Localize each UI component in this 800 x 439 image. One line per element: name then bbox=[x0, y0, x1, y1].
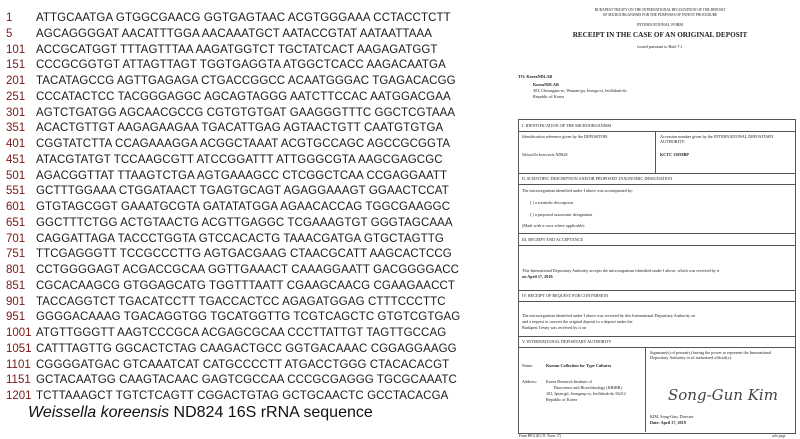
authority-address-1: Korea Research Institute of bbox=[546, 379, 592, 384]
sequence-bases: GCTTTGGAAA CTGGATAACT TGAGTGCAGT AGAGGAAAGT GGAACTCCAT bbox=[36, 185, 449, 198]
sequence-position: 1 bbox=[6, 12, 13, 24]
sequence-bases: TACATAGCCG AGTTGAGAGA CTGACCGGCC ACAATGGGAC TGAGACACGG bbox=[36, 75, 456, 87]
section-4-text-a: The microorganism identified under I above was received by this International Depositary Authority on bbox=[522, 313, 696, 318]
sequence-bases: CGGTATCTTA CCAGAAAGGA ACGGCTAAAT ACGTGCCAGC AGCCGCGGTA bbox=[36, 138, 451, 150]
document-title: RECEIPT IN THE CASE OF AN ORIGINAL DEPOSIT bbox=[572, 31, 748, 39]
sequence-position: 1151 bbox=[6, 374, 31, 387]
sequence-bases: ATACGTATGT TCCAAGCGTT ATCCGGATTT ATTGGGCGTA AAGCGAGCGC bbox=[36, 153, 443, 166]
section-4-text-c: Budapest Treaty was received by it on bbox=[522, 325, 586, 330]
sequence-bases: ACACTGTTGT AAGAGAAGAA TGACATTGAG AGTAACTGTT CAATGTGTGA bbox=[36, 122, 444, 135]
authority-name: Korean Collection for Type Cultures bbox=[546, 363, 612, 368]
sequence-bases: CCTGGGGAGT ACGACCGCAA GGTTGAAACT CAAAGGAATT GACGGGGACC bbox=[36, 264, 460, 276]
sequence-position: 201 bbox=[6, 75, 26, 87]
sequence-bases: CCCATACTCC TACGGGAGGC AGCAGTAGGG AATCTTCCAC AATGGACGAA bbox=[36, 90, 451, 103]
sequence-bases: GCTACAATGG CAAGTACAAC GAGTCGCCAA CCCGCGAGGG TGCGCAAATC bbox=[36, 374, 457, 387]
accession-number: KCTC 13838BP bbox=[660, 152, 689, 157]
section-3-text-a: This International Depositary Authority accepts the microorganism identified under I above, which was received by it bbox=[522, 268, 720, 273]
sequence-position: 801 bbox=[6, 264, 26, 276]
caption-species: Weissella koreensis bbox=[28, 404, 170, 421]
deposit-receipt-document bbox=[510, 2, 800, 439]
sequence-position: 551 bbox=[6, 185, 26, 198]
sequence-bases: TTCGAGGGTT TCCGCCCTTG AGTGACGAAG CTAACGCATT AAGCACTCCG bbox=[36, 248, 452, 261]
treaty-line-2: OF MICROORGANISMS FOR THE PURPOSES OF PATENT PROCEDURE bbox=[602, 13, 718, 17]
authority-address-3: 181, Ipsin-gil, Jeongeup-si, Jeollabuk-do 56212 bbox=[546, 391, 626, 396]
sequence-position: 251 bbox=[6, 90, 26, 103]
sequence-bases: GTGTAGCGGT GAAATGCGTA GATATATGGA AGAACACCAG TGGCGAAGGC bbox=[36, 201, 451, 213]
signer-name: KIM, Song-Gun, Director bbox=[650, 414, 694, 419]
section-2-intro: The microorganism identified under I above was accompanied by: bbox=[522, 188, 634, 193]
sequence-position: 301 bbox=[6, 106, 26, 119]
sequence-bases: GGGGACAAAG TGACAGGTGG TGCATGGTTG TCGTCAGCTC GTGTCGTGAG bbox=[36, 311, 461, 324]
signature-date: Date: April 17, 2019 bbox=[650, 420, 686, 425]
sequence-position: 901 bbox=[6, 295, 26, 308]
depositor-ref-value: Weissella koreensis ND824 bbox=[522, 152, 568, 157]
authority-address-2: Bioscience and Biotechnology (KRIBB) bbox=[554, 385, 622, 390]
sequence-position: 151 bbox=[6, 59, 26, 72]
sequence-bases: GGCTTTCTGG ACTGTAACTG ACGTTGAGGC TCGAAAGTGT GGGTAGCAAA bbox=[36, 216, 453, 229]
sequence-position: 651 bbox=[6, 216, 26, 229]
sequence-bases: CCCGCGGTGT ATTAGTTAGT TGGTGAGGTA ATGGCTCACC AAGACAATGA bbox=[36, 59, 446, 72]
section-3-title: III. RECEIPT AND ACCEPTANCE bbox=[522, 237, 584, 242]
sequence-position: 1051 bbox=[6, 342, 32, 355]
sequence-position: 5 bbox=[6, 27, 13, 40]
sequence-position: 451 bbox=[6, 153, 26, 166]
signature-label: Signature(s) of person(s) having the power to represent the International Depositary Authority or of authorized official(s): bbox=[650, 350, 772, 361]
sequence-bases: AGACGGTTAT TTAAGTCTGA AGTGAAAGCC CTCGGCTCAA CCGAGGAATT bbox=[36, 169, 448, 182]
section-4-text-b: and a request to convert the original deposit to a deposit under the bbox=[522, 319, 633, 324]
sequence-bases: CGCACAAGCG GTGGAGCATG TGGTTTAATT CGAAGCAACG CGAAGAACCT bbox=[36, 279, 456, 292]
sequence-position: 1001 bbox=[6, 327, 32, 339]
section-5-title: V. INTERNATIONAL DEPOSITARY AUTHORITY bbox=[522, 339, 612, 344]
sequence-position: 1201 bbox=[6, 390, 32, 402]
address-line-2: Republic of Korea bbox=[533, 94, 564, 99]
form-label: INTERNATIONAL FORM bbox=[636, 22, 684, 27]
signature-image: Song-Gun Kim bbox=[668, 386, 778, 404]
issued-rule: issued pursuant to Rule 7.1 bbox=[637, 44, 683, 49]
depositor-ref-label: Identification reference given by the DEPOSITOR: bbox=[522, 134, 609, 139]
sequence-position: 851 bbox=[6, 279, 26, 292]
sequence-position: 101 bbox=[6, 43, 26, 56]
sequence-position: 751 bbox=[6, 248, 26, 261]
sequence-position: 601 bbox=[6, 201, 26, 213]
addressee: KoreaNDLAB bbox=[533, 82, 559, 87]
sequence-position: 351 bbox=[6, 122, 26, 135]
sequence-bases: CGGGGATGAC GTCAAATCAT CATGCCCCTT ATGACCTGGG CTACACACGT bbox=[36, 358, 450, 371]
form-number: Form BP/4 (KCTC Form 17) bbox=[519, 434, 561, 438]
sequence-position: 701 bbox=[6, 232, 26, 245]
sequence-bases: AGCAGGGGAT AACATTTGGA AACAAATGCT AATACCGTAT AATAATTAAA bbox=[36, 27, 433, 40]
checkbox-scientific-description: [ ] a scientific description bbox=[530, 200, 573, 205]
sequence-bases: TCTTAAAGCT TGTCTCAGTT CGGACTGTAG GCTGCAACTC GCCTACACGA bbox=[36, 390, 449, 402]
sequence-caption bbox=[28, 404, 373, 422]
sequence-position: 951 bbox=[6, 311, 26, 324]
sequence-bases: ATTGCAATGA GTGGCGAACG GGTGAGTAAC ACGTGGGAAA CCTACCTCTT bbox=[36, 12, 451, 24]
caption-rest: ND824 16S rRNA sequence bbox=[169, 404, 373, 421]
sequence-bases: CAGGATTAGA TACCCTGGTA GTCCACACTG TAAACGATGA GTGCTAGTTG bbox=[36, 232, 444, 245]
section-4-title: IV. RECEIPT OF REQUEST FOR CONVERSION bbox=[522, 293, 609, 298]
section-2-title: II. SCIENTIFIC DESCRIPTION AND/OR PROPOSED TAXONOMIC DESIGNATION bbox=[522, 176, 673, 181]
to-label: TO: KoreaNDLAB bbox=[518, 74, 553, 79]
address-line-1: 303, Cheongam-ro, Wanam-gu, Jeongu-si, Jeollabuk-do bbox=[533, 88, 627, 93]
sequence-position: 501 bbox=[6, 169, 26, 182]
sequence-position: 401 bbox=[6, 138, 26, 150]
authority-address-4: Republic of Korea bbox=[546, 397, 577, 402]
accession-label: Accession number given by the INTERNATIONAL DEPOSITARY AUTHORITY: bbox=[660, 134, 774, 145]
section-1-title: I. IDENTIFICATION OF THE MICROORGANISM bbox=[522, 123, 612, 128]
sequence-bases: AGTCTGATGG AGCAACGCCG CGTGTGTGAT GAAGGGTTTC GGCTCGTAAA bbox=[36, 106, 456, 119]
sequence-position: 1101 bbox=[6, 358, 31, 371]
authority-name-label: Name: bbox=[522, 363, 534, 368]
sequence-bases: TACCAGGTCT TGACATCCTT TGACCACTCC AGAGATGGAG CTTTCCCTTC bbox=[36, 295, 446, 308]
section-3-text-b: on April 17, 2019. bbox=[522, 274, 554, 279]
authority-address-label: Address: bbox=[522, 379, 537, 384]
treaty-line-1: BUDAPEST TREATY ON THE INTERNATIONAL RECOGNITION OF THE DEPOSIT bbox=[594, 8, 726, 12]
sequence-bases: ATGTTGGGTT AAGTCCCGCA ACGAGCGCAA CCCTTATTGT TAGTTGCCAG bbox=[36, 327, 447, 339]
page-note: sole page bbox=[772, 434, 786, 438]
section-2-note: (Mark with a cross where applicable) bbox=[522, 223, 585, 228]
sequence-bases: CATTTAGTTG GGCACTCTAG CAAGACTGCC GGTGACAAAC CGGAGGAAGG bbox=[36, 342, 457, 355]
sequence-bases: ACCGCATGGT TTTAGTTTAA AAGATGGTCT TGCTATCACT AAGAGATGGT bbox=[36, 43, 438, 56]
checkbox-taxonomic-designation: [ ] a proposed taxonomic designation bbox=[530, 212, 593, 217]
